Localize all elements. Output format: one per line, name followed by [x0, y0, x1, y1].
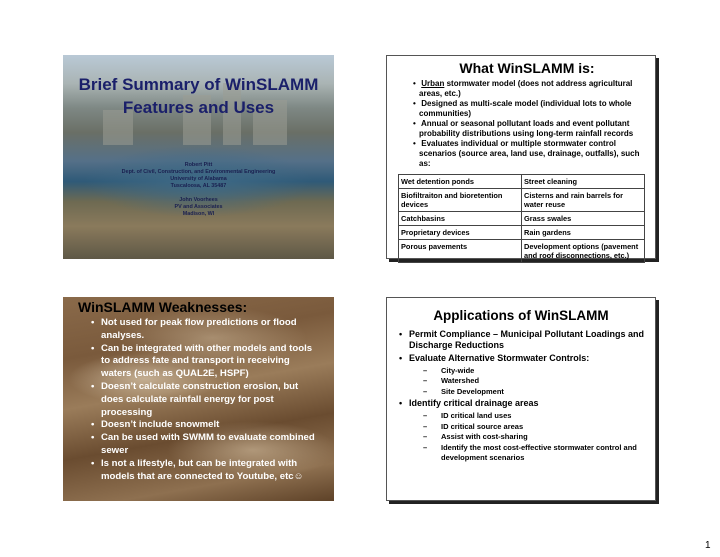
author-line: Madison, WI	[182, 211, 215, 217]
list-item: – Site Development	[423, 387, 504, 397]
author-line: Tuscaloosa, AL 35487	[170, 183, 227, 189]
table-cell: Street cleaning	[522, 175, 645, 189]
table-row	[399, 226, 645, 240]
bullet-text: Doesn’t calculate construction erosion, but does calculate rainfall energy for post processing	[101, 380, 299, 418]
slide-2-what-is	[386, 55, 656, 259]
bullet-text: Annual or seasonal pollutant loads and event pollutant probability distributions using long-term rainfall records	[419, 119, 634, 138]
list-item: – Assist with cost-sharing	[423, 432, 528, 442]
bullet-text: Evaluates individual or multiple stormwater control scenarios (source area, land use, drainage, outfalls), such as:	[419, 139, 640, 168]
list-item: • Annual or seasonal pollutant loads and event pollutant probability distributions using long-term rainfall records	[413, 119, 634, 138]
controls-table	[398, 174, 645, 263]
bullet-text: Assist with cost-sharing	[441, 432, 528, 442]
bullet-text: Not used for peak flow predictions or flood analyses.	[101, 317, 297, 341]
table-row	[399, 240, 645, 263]
author-line: Robert Pitt	[184, 162, 213, 168]
bullet-text: ID critical land uses	[441, 410, 512, 420]
list-item: • Designed as multi-scale model (individual lots to whole communities)	[413, 99, 632, 118]
bullet-text: Site Development	[441, 387, 504, 397]
table-cell: Wet detention ponds	[399, 175, 522, 189]
slide-3-bullets	[91, 317, 322, 483]
bullet-text: Identify critical drainage areas	[409, 398, 539, 409]
bullet-text: ID critical source areas	[441, 421, 524, 431]
author-line: University of Alabama	[170, 176, 227, 182]
table-cell: Development options (pavement and roof disconnections, etc.)	[522, 240, 645, 263]
bullet-text: stormwater model (does not address agricultural areas, etc.)	[419, 79, 633, 98]
bullet-text: Can be integrated with other models and tools to address fate and transport in receiving waters (such as QUAL2E, HSPF)	[101, 342, 313, 380]
list-item: • Evaluates individual or multiple stormwater control scenarios (source area, land use, drainage, outfalls), such as:	[413, 139, 640, 168]
list-item: – ID critical source areas	[423, 421, 524, 431]
table-cell: Proprietary devices	[399, 226, 522, 240]
list-item: – City-wide	[423, 365, 475, 375]
list-item: • Is not a lifestyle, but can be integrated with models that are connected to Youtube, etc☺	[91, 457, 304, 482]
list-item: • Identify critical drainage areas	[399, 398, 539, 409]
list-item: • Can be integrated with other models and tools to address fate and transport in receiving waters (such as QUAL2E, HSPF)	[91, 342, 313, 380]
table-cell: Cisterns and rain barrels for water reuse	[522, 189, 645, 212]
list-item: • Permit Compliance – Municipal Pollutant Loadings and Discharge Reductions	[399, 329, 645, 350]
table-cell: Catchbasins	[399, 212, 522, 226]
table-row	[399, 189, 645, 212]
bullet-text: Permit Compliance – Municipal Pollutant Loadings and Discharge Reductions	[409, 329, 645, 350]
list-item: • Not used for peak flow predictions or flood analyses.	[91, 317, 297, 341]
bullet-text: City-wide	[441, 365, 475, 375]
table-row	[399, 175, 645, 189]
list-item: • Doesn’t calculate construction erosion, but does calculate rainfall energy for post processing	[91, 380, 299, 418]
list-item: • Doesn’t include snowmelt	[91, 419, 220, 431]
bullet-text: Doesn’t include snowmelt	[101, 419, 220, 431]
slide-3-heading: WinSLAMM Weaknesses:	[78, 299, 248, 315]
author-line: Dept. of Civil, Construction, and Environmental Engineering	[121, 169, 276, 175]
slide-4-applications	[386, 297, 656, 501]
table-cell: Biofiltraiton and bioretention devices	[399, 189, 522, 212]
list-item: – Watershed	[423, 376, 480, 386]
slide-3-weaknesses	[63, 297, 334, 501]
author-line: John Voorhees	[179, 197, 218, 203]
emphasis-text: Urban	[421, 79, 445, 88]
table-cell: Grass swales	[522, 212, 645, 226]
slide-1-heading: Brief Summary of WinSLAMM Features and Uses	[78, 75, 319, 117]
slide-1-authors	[63, 162, 334, 218]
bullet-text: Identify the most cost-effective stormwater control and development scenarios	[441, 443, 637, 462]
list-item: • Urban stormwater model (does not address agricultural areas, etc.)	[413, 79, 633, 98]
table-cell: Porous pavements	[399, 240, 522, 263]
slide-2-heading: What WinSLAMM is:	[459, 60, 595, 76]
slide-4-list	[399, 329, 649, 462]
author-line	[63, 190, 334, 197]
slide-1-title	[63, 55, 334, 259]
list-item: • Can be used with SWMM to evaluate combined sewer	[91, 432, 315, 456]
bullet-text: Designed as multi-scale model (individual lots to whole communities)	[419, 99, 632, 118]
list-item: • Evaluate Alternative Stormwater Controls:	[399, 353, 590, 363]
slide-2-bullets	[409, 79, 647, 169]
list-item: – Identify the most cost-effective stormwater control and development scenarios	[423, 443, 637, 462]
bullet-text: Evaluate Alternative Stormwater Controls:	[409, 353, 590, 363]
list-item: – ID critical land uses	[423, 410, 512, 420]
bullet-text: Can be used with SWMM to evaluate combined sewer	[101, 432, 315, 456]
bullet-text: Watershed	[441, 376, 480, 386]
table-row	[399, 212, 645, 226]
author-line: PV and Associates	[174, 204, 223, 210]
bullet-text: Is not a lifestyle, but can be integrated with models that are connected to Youtube, etc☺	[101, 457, 304, 482]
page-number: 1	[705, 540, 711, 551]
table-cell: Rain gardens	[522, 226, 645, 240]
slide-4-heading: Applications of WinSLAMM	[433, 308, 609, 323]
